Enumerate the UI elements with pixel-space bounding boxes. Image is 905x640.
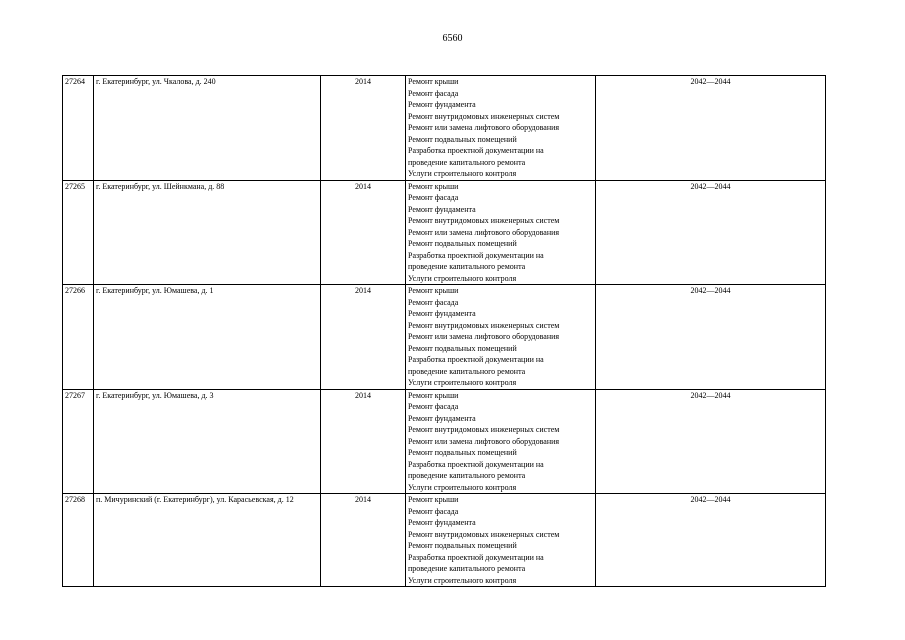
year-cell: 2014 [321,285,406,390]
work-item: Ремонт фундамента [408,309,476,318]
work-item: Разработка проектной документации на [408,355,544,364]
work-item: Разработка проектной документации на [408,146,544,155]
work-item: Ремонт фасада [408,402,459,411]
work-item: Ремонт подвальных помещений [408,239,517,248]
row-number-cell: 27267 [63,389,94,494]
table-row [63,180,826,285]
year-cell: 2014 [321,494,406,587]
work-item: Ремонт фасада [408,506,459,516]
work-item: Услуги строительного контроля [408,378,517,387]
work-item: Ремонт крыши [408,77,459,86]
work-item: Ремонт подвальных помещений [408,343,517,353]
work-item: Ремонт подвальных помещений [408,448,517,457]
year-cell: 2014 [321,76,406,181]
work-item: Ремонт крыши [408,390,459,400]
work-item: Услуги строительного контроля [408,575,517,585]
address-cell: г. Екатеринбург, ул. Юмашева, д. 3 [94,389,321,494]
work-item: Ремонт фундамента [408,413,476,423]
row-number-cell: 27266 [63,285,94,390]
page-number: 6560 [442,33,463,44]
work-item: Услуги строительного контроля [408,482,517,492]
work-item: проведение капитального ремонта [408,564,526,573]
address-cell: п. Мичуринский (г. Екатеринбург), ул. Карасьевская, д. 12 [94,494,321,587]
work-item: Ремонт крыши [408,286,459,295]
period-cell: 2042—2044 [596,180,826,285]
table-row [63,76,826,181]
table-row [63,285,826,390]
period-cell: 2042—2044 [596,76,826,181]
work-item: проведение капитального ремонта [408,262,526,271]
work-item: Ремонт крыши [408,495,459,504]
row-number-cell: 27264 [63,76,94,181]
work-item: Ремонт фундамента [408,204,476,214]
period-cell: 2042—2044 [596,285,826,390]
work-item: Ремонт или замена лифтового оборудования [408,332,560,341]
works-cell [406,494,596,587]
work-item: Разработка проектной документации на [408,250,544,260]
work-item: Ремонт внутридомовых инженерных систем [408,425,560,434]
row-number-cell: 27265 [63,180,94,285]
work-item: Ремонт фасада [408,297,459,307]
work-item: Ремонт внутридомовых инженерных систем [408,111,560,121]
work-item: Разработка проектной документации на [408,552,544,562]
year-cell: 2014 [321,180,406,285]
work-item: Ремонт или замена лифтового оборудования [408,123,560,132]
work-item: проведение капитального ремонта [408,366,526,376]
table-row [63,494,826,587]
work-item: проведение капитального ремонта [408,471,526,480]
work-item: Ремонт фасада [408,193,459,202]
period-cell: 2042—2044 [596,389,826,494]
work-item: Ремонт фундамента [408,100,476,109]
work-item: Ремонт подвальных помещений [408,134,517,144]
address-cell: г. Екатеринбург, ул. Чкалова, д. 240 [94,76,321,181]
work-item: Услуги строительного контроля [408,169,517,178]
row-number-cell: 27268 [63,494,94,587]
work-item: Ремонт или замена лифтового оборудования [408,227,560,237]
work-item: Ремонт фасада [408,88,459,98]
table-row [63,389,826,494]
work-item: Разработка проектной документации на [408,459,544,469]
address-cell: г. Екатеринбург, ул. Шейнкмана, д. 88 [94,180,321,285]
work-item: Ремонт фундамента [408,518,476,527]
work-item: Ремонт внутридомовых инженерных систем [408,320,560,330]
works-cell [406,180,596,285]
work-item: Ремонт крыши [408,181,459,191]
period-cell: 2042—2044 [596,494,826,587]
work-item: Ремонт внутридомовых инженерных систем [408,216,560,225]
address-cell: г. Екатеринбург, ул. Юмашева, д. 1 [94,285,321,390]
work-item: Ремонт или замена лифтового оборудования [408,436,560,446]
work-item: Услуги строительного контроля [408,273,517,283]
work-item: проведение капитального ремонта [408,157,526,167]
works-cell [406,76,596,181]
works-cell [406,285,596,390]
works-cell [406,389,596,494]
work-item: Ремонт внутридомовых инженерных систем [408,529,560,539]
registry-table-body [63,76,826,587]
registry-table [62,75,826,587]
year-cell: 2014 [321,389,406,494]
work-item: Ремонт подвальных помещений [408,541,517,550]
